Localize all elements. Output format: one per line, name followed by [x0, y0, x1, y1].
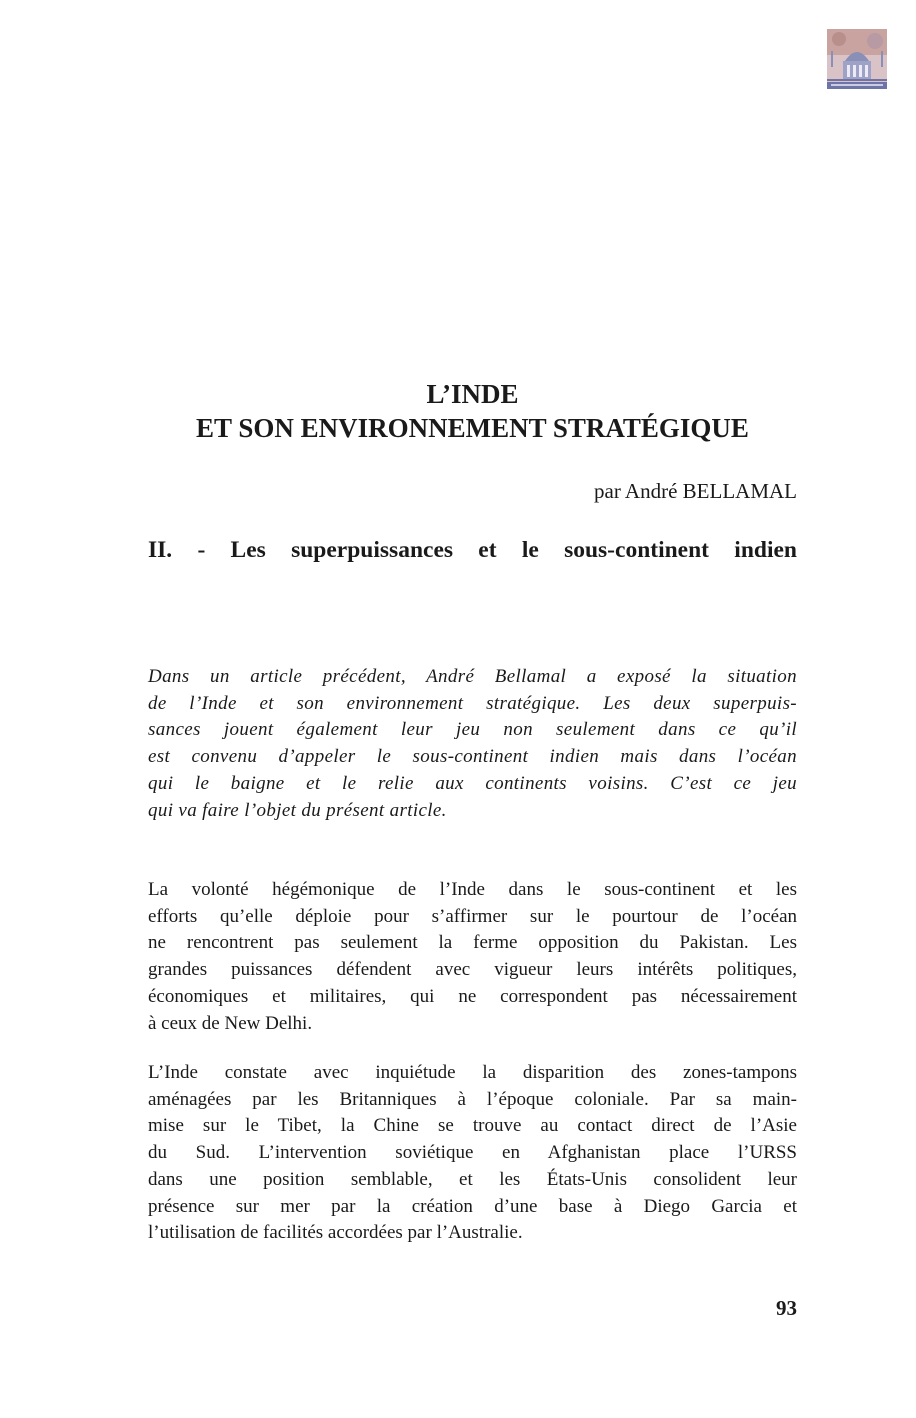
article-title-line-2: ET SON ENVIRONNEMENT STRATÉGIQUE: [196, 413, 749, 443]
paragraph-line: du Sud. L’intervention soviétique en Afghanistan place l’URSS: [148, 1142, 797, 1164]
body-paragraph-2: [148, 1060, 797, 1247]
body-paragraph-1: [148, 877, 797, 1037]
page-number: 93: [776, 1296, 797, 1320]
paragraph-line: mise sur le Tibet, la Chine se trouve au contact direct de l’Asie: [148, 1115, 797, 1137]
paragraph-line: aménagées par les Britanniques à l’époque coloniale. Par sa main-: [148, 1088, 797, 1110]
building-icon: [827, 29, 887, 89]
abstract-line: qui le baigne et le relie aux continents voisins. C’est ce jeu: [148, 772, 797, 794]
abstract-line: est convenu d’appeler le sous-continent indien mais dans l’océan: [148, 746, 797, 768]
paragraph-line: grandes puissances défendent avec vigueur leurs intérêts politiques,: [148, 959, 797, 981]
paragraph-line: dans une position semblable, et les États-Unis consolident leur: [148, 1168, 797, 1190]
abstract-line: de l’Inde et son environnement stratégique. Les deux superpuis-: [148, 692, 797, 714]
abstract-line: qui va faire l’objet du présent article.: [148, 799, 447, 821]
paragraph-line: l’utilisation de facilités accordées par l’Australie.: [148, 1222, 523, 1244]
paragraph-line: économiques et militaires, qui ne correspondent pas nécessairement: [148, 985, 797, 1007]
paragraph-line: La volonté hégémonique de l’Inde dans le sous-continent et les: [148, 879, 797, 900]
paragraph-line: efforts qu’elle déploie pour s’affirmer sur le pourtour de l’océan: [148, 905, 797, 927]
abstract-line: Dans un article précédent, André Bellamal a exposé la situation: [148, 666, 797, 687]
article-title-line-1: L’INDE: [426, 379, 519, 409]
abstract: [148, 664, 797, 824]
author-byline: par André BELLAMAL: [594, 479, 797, 503]
section-heading: II. - Les superpuissances et le sous-continent indien: [148, 537, 797, 563]
paragraph-line: présence sur mer par la création d’une base à Diego Garcia et: [148, 1195, 797, 1217]
paragraph-line: ne rencontrent pas seulement la ferme opposition du Pakistan. Les: [148, 932, 797, 954]
paragraph-line: L’Inde constate avec inquiétude la disparition des zones-tampons: [148, 1062, 797, 1083]
abstract-line: sances jouent également leur jeu non seulement dans ce qu’il: [148, 719, 797, 741]
paragraph-line: à ceux de New Delhi.: [148, 1012, 313, 1034]
institution-building-logo: [827, 29, 887, 89]
